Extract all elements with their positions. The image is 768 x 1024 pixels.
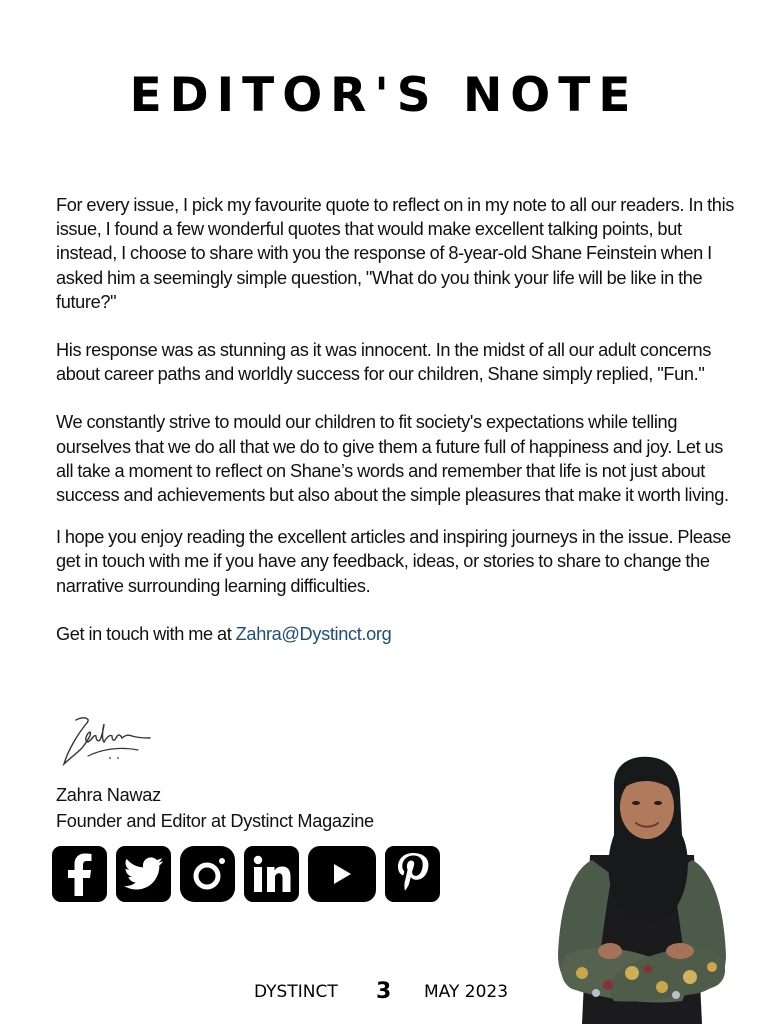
- youtube-icon: [332, 863, 352, 885]
- paragraph-2: His response was as stunning as it was innocent. In the midst of all our adult concerns about career paths and worldly success for our children, Shane simply replied, "Fun.": [56, 340, 712, 385]
- facebook-link[interactable]: [52, 846, 107, 902]
- footer-publication: DYSTINCT: [254, 982, 338, 1002]
- contact-prefix: Get in touch with me at: [56, 623, 236, 644]
- signature-image: [58, 712, 158, 774]
- linkedin-icon: [252, 854, 292, 894]
- contact-line: [56, 622, 736, 646]
- paragraph-3: We constantly strive to mould our children to fit society's expectations while telling ourselves that we do all that we do to give them a future full of happiness and joy. Let us all take a moment to reflect on Shane’s words and remember that life is not just about success and achievements but also about the simple pleasures that make it worth living.: [56, 412, 729, 506]
- social-links: [52, 846, 440, 902]
- twitter-link[interactable]: [116, 846, 171, 902]
- email-link[interactable]: Zahra@Dystinct.org: [235, 623, 392, 644]
- paragraph-1: For every issue, I pick my favourite quote to reflect on in my note to all our readers. In this issue, I found a few wonderful quotes that would make excellent talking points, but instead, I choose to share with you the response of 8-year-old Shane Feinstein when I asked him a seemingly simple question, "What do you think your life will be like in the future?": [56, 195, 735, 312]
- page-number: 3: [376, 979, 392, 1004]
- facebook-icon: [63, 852, 97, 896]
- instagram-link[interactable]: [180, 846, 235, 902]
- editor-name: Zahra Nawaz: [56, 785, 161, 805]
- pinterest-icon: [395, 851, 431, 897]
- linkedin-link[interactable]: [244, 846, 299, 902]
- footer-issue-date: MAY 2023: [424, 982, 509, 1002]
- twitter-icon: [124, 857, 164, 891]
- editor-role: Founder and Editor at Dystinct Magazine: [56, 811, 374, 831]
- pinterest-link[interactable]: [385, 846, 440, 902]
- page-footer: [0, 978, 768, 1006]
- page-title: EDITOR'S NOTE: [129, 68, 639, 123]
- instagram-icon: [186, 852, 230, 896]
- paragraph-4: I hope you enjoy reading the excellent articles and inspiring journeys in the issue. Please get in touch with me if you have any feedback, ideas, or stories to share to change the narrative surrounding learning difficulties.: [56, 527, 731, 596]
- editor-note-body: [56, 193, 736, 670]
- youtube-link[interactable]: [308, 846, 376, 902]
